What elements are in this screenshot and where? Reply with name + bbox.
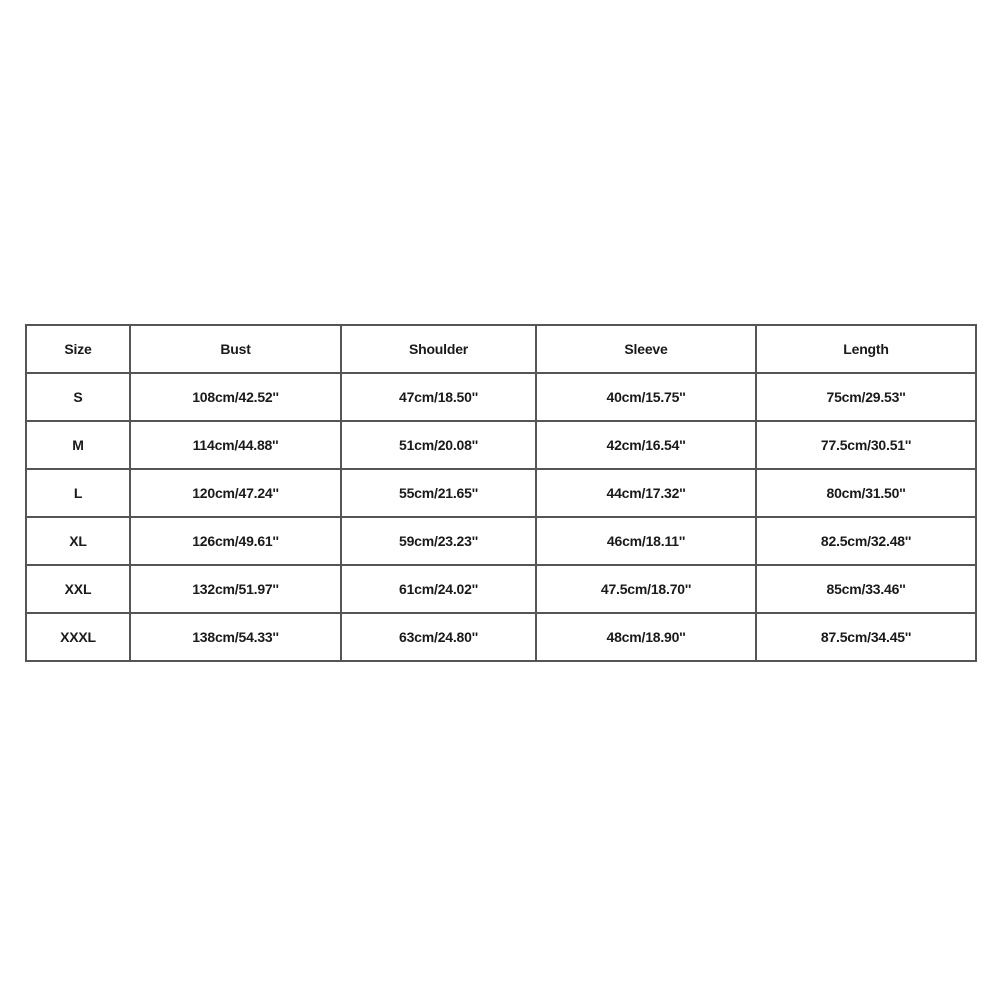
header-bust: Bust xyxy=(130,325,341,373)
sleeve-cell: 40cm/15.75'' xyxy=(536,373,756,421)
table-row xyxy=(26,421,976,469)
length-cell: 77.5cm/30.51'' xyxy=(756,421,976,469)
header-length: Length xyxy=(756,325,976,373)
shoulder-cell: 61cm/24.02'' xyxy=(341,565,536,613)
size-chart-table xyxy=(25,324,977,662)
bust-cell: 120cm/47.24'' xyxy=(130,469,341,517)
size-cell: S xyxy=(26,373,130,421)
sleeve-cell: 42cm/16.54'' xyxy=(536,421,756,469)
header-size: Size xyxy=(26,325,130,373)
header-sleeve: Sleeve xyxy=(536,325,756,373)
table-row xyxy=(26,565,976,613)
shoulder-cell: 47cm/18.50'' xyxy=(341,373,536,421)
size-cell: XL xyxy=(26,517,130,565)
size-cell: M xyxy=(26,421,130,469)
table-row xyxy=(26,373,976,421)
length-cell: 87.5cm/34.45'' xyxy=(756,613,976,661)
shoulder-cell: 55cm/21.65'' xyxy=(341,469,536,517)
shoulder-cell: 63cm/24.80'' xyxy=(341,613,536,661)
length-cell: 85cm/33.46'' xyxy=(756,565,976,613)
length-cell: 80cm/31.50'' xyxy=(756,469,976,517)
size-cell: XXL xyxy=(26,565,130,613)
length-cell: 82.5cm/32.48'' xyxy=(756,517,976,565)
bust-cell: 138cm/54.33'' xyxy=(130,613,341,661)
table-row xyxy=(26,469,976,517)
sleeve-cell: 48cm/18.90'' xyxy=(536,613,756,661)
shoulder-cell: 51cm/20.08'' xyxy=(341,421,536,469)
header-row xyxy=(26,325,976,373)
shoulder-cell: 59cm/23.23'' xyxy=(341,517,536,565)
sleeve-cell: 44cm/17.32'' xyxy=(536,469,756,517)
header-shoulder: Shoulder xyxy=(341,325,536,373)
bust-cell: 114cm/44.88'' xyxy=(130,421,341,469)
sleeve-cell: 47.5cm/18.70'' xyxy=(536,565,756,613)
bust-cell: 108cm/42.52'' xyxy=(130,373,341,421)
size-cell: XXXL xyxy=(26,613,130,661)
bust-cell: 126cm/49.61'' xyxy=(130,517,341,565)
length-cell: 75cm/29.53'' xyxy=(756,373,976,421)
bust-cell: 132cm/51.97'' xyxy=(130,565,341,613)
size-cell: L xyxy=(26,469,130,517)
table-row xyxy=(26,613,976,661)
sleeve-cell: 46cm/18.11'' xyxy=(536,517,756,565)
table-row xyxy=(26,517,976,565)
